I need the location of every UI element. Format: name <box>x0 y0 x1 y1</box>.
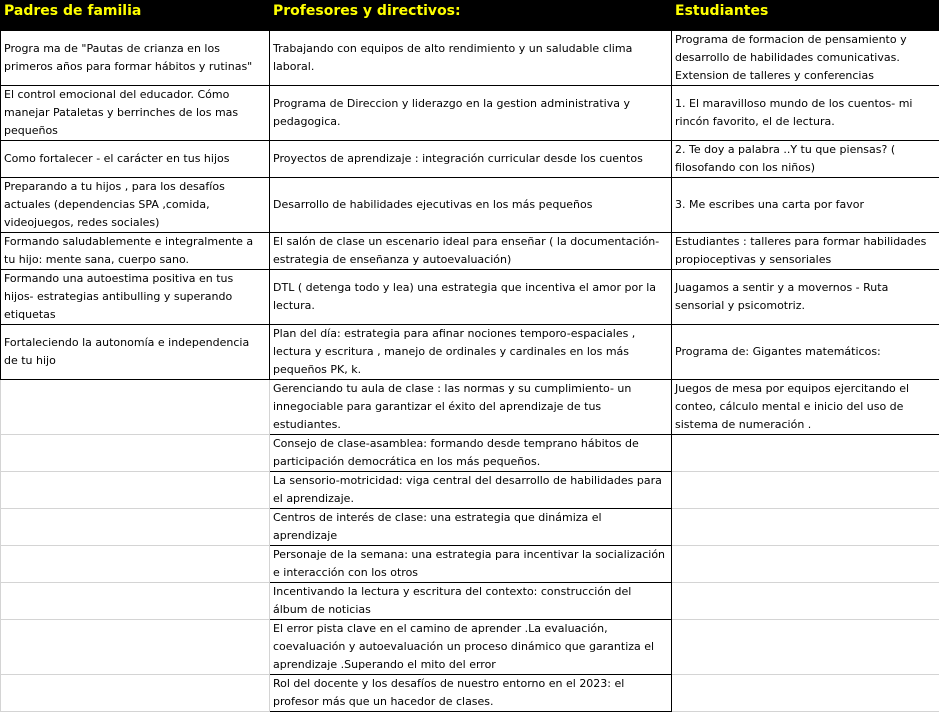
table-row <box>1 270 939 325</box>
students-cell: 3. Me escribes una carta por favor <box>672 178 939 233</box>
header-parents: Padres de familia <box>1 1 270 31</box>
parents-cell <box>1 546 270 583</box>
parents-cell: Como fortalecer - el carácter en tus hijos <box>1 141 270 178</box>
table-row <box>1 509 939 546</box>
parents-cell: Formando una autoestima positiva en tus hijos- estrategias antibulling y superando etiquetas <box>1 270 270 325</box>
table-row <box>1 178 939 233</box>
teachers-cell: Consejo de clase-asamblea: formando desde temprano hábitos de participación democrática en los más pequeños. <box>270 435 672 472</box>
table-row <box>1 472 939 509</box>
table-row <box>1 583 939 620</box>
students-cell: Juagamos a sentir y a movernos - Ruta sensorial y psicomotriz. <box>672 270 939 325</box>
teachers-cell: Programa de Direccion y liderazgo en la gestion administrativa y pedagogica. <box>270 86 672 141</box>
teachers-cell: Plan del día: estrategia para afinar nociones temporo-espaciales , lectura y escritura , manejo de ordinales y cardinales en los más pequeños PK, k. <box>270 325 672 380</box>
parents-cell: El control emocional del educador. Cómo manejar Pataletas y berrinches de los mas pequeños <box>1 86 270 141</box>
teachers-cell: La sensorio-motricidad: viga central del desarrollo de habilidades para el aprendizaje. <box>270 472 672 509</box>
students-cell <box>672 509 939 546</box>
parents-cell <box>1 435 270 472</box>
table-row <box>1 380 939 435</box>
table-row <box>1 546 939 583</box>
parents-cell <box>1 380 270 435</box>
header-teachers: Profesores y directivos: <box>270 1 672 31</box>
parents-cell <box>1 509 270 546</box>
table-row <box>1 233 939 270</box>
table-row <box>1 620 939 675</box>
students-cell: Estudiantes : talleres para formar habilidades propioceptivas y sensoriales <box>672 233 939 270</box>
students-cell: Programa de: Gigantes matemáticos: <box>672 325 939 380</box>
teachers-cell: Gerenciando tu aula de clase : las normas y su cumplimiento- un innegociable para garantizar el éxito del aprendizaje de tus estudiantes. <box>270 380 672 435</box>
teachers-cell: Proyectos de aprendizaje : integración curricular desde los cuentos <box>270 141 672 178</box>
table-row <box>1 675 939 712</box>
parents-cell: Formando saludablemente e integralmente a tu hijo: mente sana, cuerpo sano. <box>1 233 270 270</box>
parents-cell <box>1 472 270 509</box>
teachers-cell: Trabajando con equipos de alto rendimiento y un saludable clima laboral. <box>270 31 672 86</box>
teachers-cell: Centros de interés de clase: una estrategia que dinámiza el aprendizaje <box>270 509 672 546</box>
parents-cell: Progra ma de "Pautas de crianza en los primeros años para formar hábitos y rutinas" <box>1 31 270 86</box>
parents-cell <box>1 583 270 620</box>
students-cell: Programa de formacion de pensamiento y desarrollo de habilidades comunicativas. Extension de talleres y conferencias <box>672 31 939 86</box>
students-cell: 1. El maravilloso mundo de los cuentos- mi rincón favorito, el de lectura. <box>672 86 939 141</box>
table-row <box>1 86 939 141</box>
students-cell <box>672 472 939 509</box>
teachers-cell: Desarrollo de habilidades ejecutivas en los más pequeños <box>270 178 672 233</box>
students-cell: 2. Te doy a palabra ..Y tu que piensas? ( filosofando con los niños) <box>672 141 939 178</box>
parents-cell: Fortaleciendo la autonomía e independencia de tu hijo <box>1 325 270 380</box>
table-row <box>1 141 939 178</box>
parents-cell: Preparando a tu hijos , para los desafíos actuales (dependencias SPA ,comida, videojuegos, redes sociales) <box>1 178 270 233</box>
students-cell <box>672 620 939 675</box>
teachers-cell: DTL ( detenga todo y lea) una estrategia que incentiva el amor por la lectura. <box>270 270 672 325</box>
header-students: Estudiantes <box>672 1 939 31</box>
table-row <box>1 325 939 380</box>
students-cell <box>672 435 939 472</box>
parents-cell <box>1 620 270 675</box>
students-cell: Juegos de mesa por equipos ejercitando el conteo, cálculo mental e inicio del uso de sistema de numeración . <box>672 380 939 435</box>
students-cell <box>672 675 939 712</box>
teachers-cell: El salón de clase un escenario ideal para enseñar ( la documentación- estrategia de enseñanza y autoevaluación) <box>270 233 672 270</box>
table-row <box>1 435 939 472</box>
students-cell <box>672 546 939 583</box>
students-cell <box>672 583 939 620</box>
table-row <box>1 31 939 86</box>
teachers-cell: Incentivando la lectura y escritura del contexto: construcción del álbum de noticias <box>270 583 672 620</box>
header-row <box>1 1 939 31</box>
teachers-cell: Personaje de la semana: una estrategia para incentivar la socialización e interacción con los otros <box>270 546 672 583</box>
parents-cell <box>1 675 270 712</box>
teachers-cell: Rol del docente y los desafíos de nuestro entorno en el 2023: el profesor más que un hacedor de clases. <box>270 675 672 712</box>
teachers-cell: El error pista clave en el camino de aprender .La evaluación, coevaluación y autoevaluación un proceso dinámico que garantiza el aprendizaje .Superando el mito del error <box>270 620 672 675</box>
